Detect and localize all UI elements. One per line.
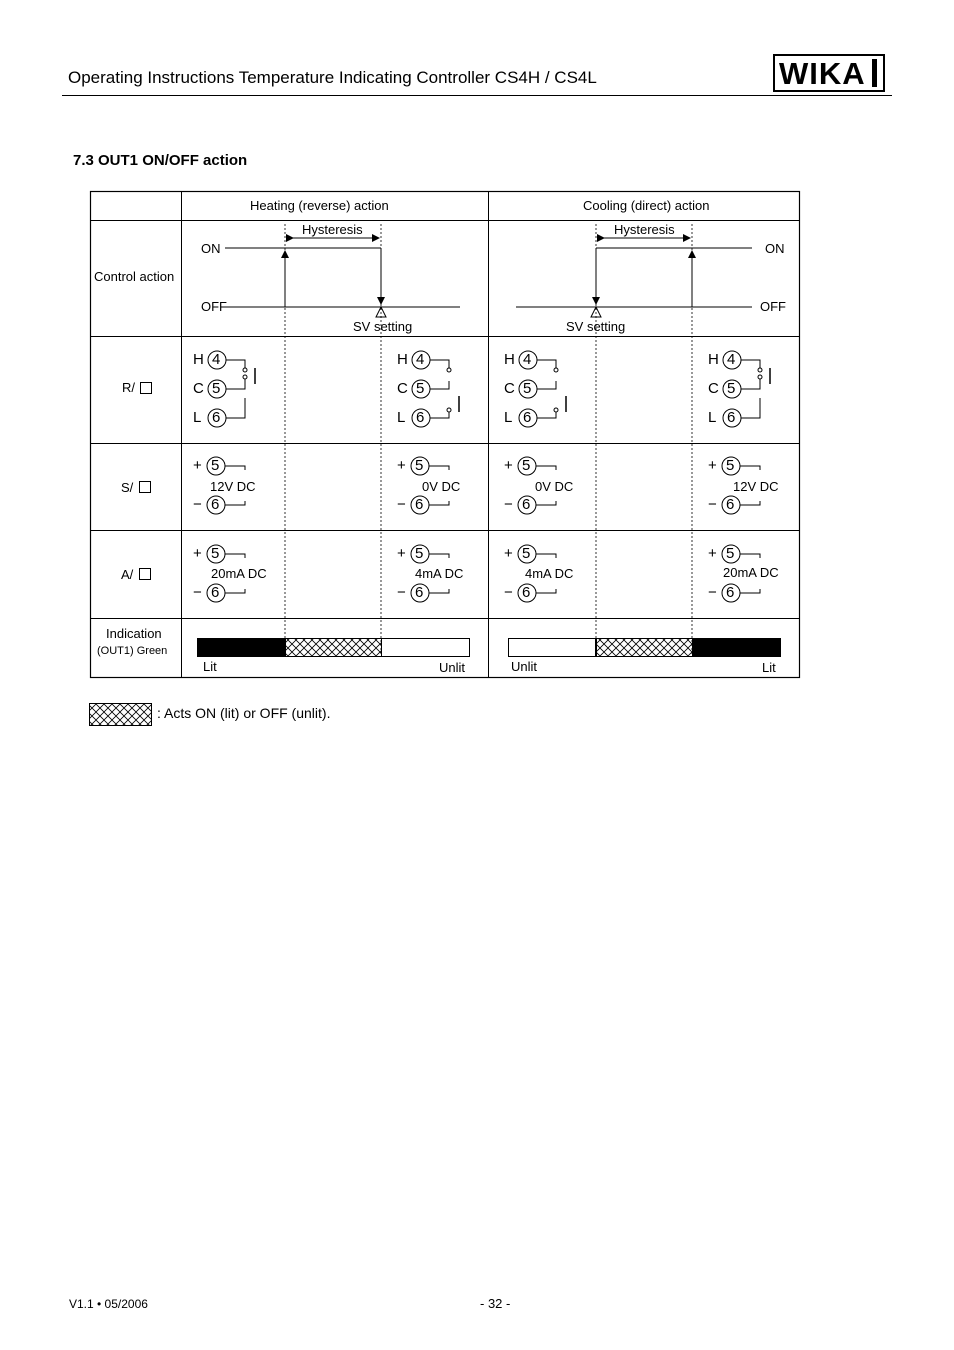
analog1-6: 6 xyxy=(211,584,220,601)
ssr3-5: 5 xyxy=(522,457,531,474)
cooling-curve xyxy=(516,238,752,317)
relay3-h: H xyxy=(504,351,515,368)
analog4-minus: − xyxy=(708,584,717,601)
relay4-5: 5 xyxy=(727,380,736,397)
ssr2-voltage: 0V DC xyxy=(422,479,461,494)
section-title: 7.3 OUT1 ON/OFF action xyxy=(73,152,248,169)
relay3-6: 6 xyxy=(523,409,532,426)
heating-hysteresis-label: Hysteresis xyxy=(302,222,363,237)
analog1-current: 20mA DC xyxy=(211,566,267,581)
analog4-plus: + xyxy=(708,545,717,562)
ssr4-voltage: 12V DC xyxy=(733,479,779,494)
document-title: Operating Instructions Temperature Indicating Controller CS4H / CS4L xyxy=(68,68,597,87)
footer-version: V1.1 • 05/2006 xyxy=(69,1297,148,1311)
heating-on-label: ON xyxy=(201,241,221,256)
ssr4-minus: − xyxy=(708,496,717,513)
row-label-ssr: S/ xyxy=(121,480,134,495)
ssr3-minus: − xyxy=(504,496,513,513)
analog3-5: 5 xyxy=(522,545,531,562)
relay1-6: 6 xyxy=(212,409,221,426)
ssr4-6: 6 xyxy=(726,496,735,513)
relay4-h: H xyxy=(708,351,719,368)
col-header-cooling: Cooling (direct) action xyxy=(583,198,710,213)
analog4-6: 6 xyxy=(726,584,735,601)
relay2-6: 6 xyxy=(416,409,425,426)
ssr2-minus: − xyxy=(397,496,406,513)
ssr1-plus: + xyxy=(193,457,202,474)
relay4-c: C xyxy=(708,380,719,397)
footer-page-number: - 32 - xyxy=(480,1296,511,1311)
ssr3-plus: + xyxy=(504,457,513,474)
analog4-current: 20mA DC xyxy=(723,565,779,580)
ssr1-5: 5 xyxy=(211,457,220,474)
col-header-heating: Heating (reverse) action xyxy=(250,198,389,213)
ssr1-minus: − xyxy=(193,496,202,513)
relay2-4: 4 xyxy=(416,351,425,368)
analog3-current: 4mA DC xyxy=(525,566,574,581)
relay2-5: 5 xyxy=(416,380,425,397)
row-label-indication-sub: (OUT1) Green xyxy=(97,645,168,657)
analog2-current: 4mA DC xyxy=(415,566,464,581)
relay1-h: H xyxy=(193,351,204,368)
ssr3-voltage: 0V DC xyxy=(535,479,574,494)
relay3-4: 4 xyxy=(523,351,532,368)
ssr4-5: 5 xyxy=(726,457,735,474)
ssr3-6: 6 xyxy=(522,496,531,513)
analog3-plus: + xyxy=(504,545,513,562)
analog1-plus: + xyxy=(193,545,202,562)
analog3-minus: − xyxy=(504,584,513,601)
cooling-on-label: ON xyxy=(765,241,785,256)
analog3-6: 6 xyxy=(522,584,531,601)
cooling-hysteresis-label: Hysteresis xyxy=(614,222,675,237)
analog2-plus: + xyxy=(397,545,406,562)
analog2-6: 6 xyxy=(415,584,424,601)
heating-lit-label: Lit xyxy=(203,659,217,674)
relay4-l: L xyxy=(708,409,717,426)
cooling-unlit-label: Unlit xyxy=(511,659,538,674)
relay2-l: L xyxy=(397,409,406,426)
row-label-analog: A/ xyxy=(121,567,134,582)
relay3-l: L xyxy=(504,409,513,426)
row-label-indication: Indication xyxy=(106,626,162,641)
legend-swatch xyxy=(90,704,152,726)
table-border xyxy=(91,192,800,678)
relay2-c: C xyxy=(397,380,408,397)
heating-unlit-label: Unlit xyxy=(439,660,466,675)
heating-curve xyxy=(225,238,460,317)
relay1-4: 4 xyxy=(212,351,221,368)
relay4-6: 6 xyxy=(727,409,736,426)
ssr4-plus: + xyxy=(708,457,717,474)
relay4-4: 4 xyxy=(727,351,736,368)
ssr1-voltage: 12V DC xyxy=(210,479,256,494)
cooling-sv-label: SV setting xyxy=(566,319,626,334)
cooling-off-label: OFF xyxy=(760,299,786,314)
relay2-h: H xyxy=(397,351,408,368)
analog1-5: 5 xyxy=(211,545,220,562)
row-label-control-action: Control action xyxy=(94,269,175,284)
ssr1-6: 6 xyxy=(211,496,220,513)
ssr2-plus: + xyxy=(397,457,406,474)
heating-off-label: OFF xyxy=(201,299,227,314)
relay3-5: 5 xyxy=(523,380,532,397)
relay3-c: C xyxy=(504,380,515,397)
analog1-minus: − xyxy=(193,584,202,601)
ssr2-6: 6 xyxy=(415,496,424,513)
analog2-5: 5 xyxy=(415,545,424,562)
relay1-l: L xyxy=(193,409,202,426)
logo-text: WIKA xyxy=(779,56,866,91)
relay1-c: C xyxy=(193,380,204,397)
cooling-lit-label: Lit xyxy=(762,660,776,675)
heating-sv-label: SV setting xyxy=(353,319,413,334)
analog4-5: 5 xyxy=(726,545,735,562)
row-label-relay: R/ xyxy=(122,380,135,395)
analog2-minus: − xyxy=(397,584,406,601)
legend-text: : Acts ON (lit) or OFF (unlit). xyxy=(157,705,331,721)
relay1-5: 5 xyxy=(212,380,221,397)
ssr2-5: 5 xyxy=(415,457,424,474)
